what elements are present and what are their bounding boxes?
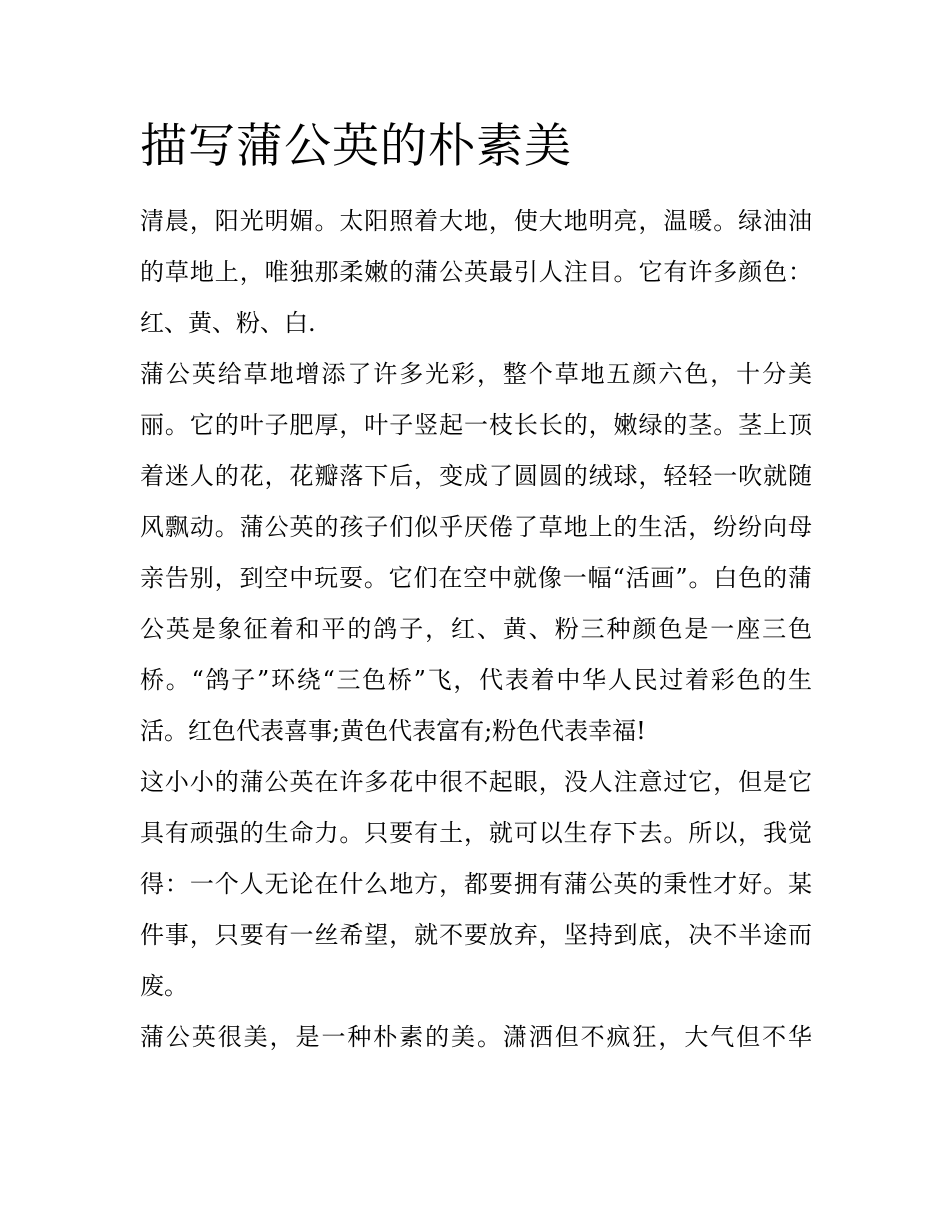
text-line: 的草地上，唯独那柔嫩的蒲公英最引人注目。它有许多颜色：	[140, 258, 812, 286]
text-line: 件事，只要有一丝希望，就不要放弃，坚持到底，决不半途而	[140, 921, 812, 949]
text-line: 蒲公英给草地增添了许多光彩，整个草地五颜六色，十分美	[140, 360, 812, 388]
text-line: 公英是象征着和平的鸽子，红、黄、粉三种颜色是一座三色	[140, 615, 812, 643]
paragraph-4	[140, 1012, 812, 1063]
text-line: 蒲公英很美，是一种朴素的美。潇洒但不疯狂，大气但不华	[140, 1023, 812, 1051]
text-line: 这小小的蒲公英在许多花中很不起眼，没人注意过它，但是它	[140, 768, 812, 796]
text-line: 活。红色代表喜事;黄色代表富有;粉色代表幸福!	[140, 717, 646, 745]
text-line: 废。	[140, 972, 188, 1000]
text-line: 清晨，阳光明媚。太阳照着大地，使大地明亮，温暖。绿油油	[140, 207, 812, 235]
paragraph-3	[140, 757, 812, 1012]
text-line: 得：一个人无论在什么地方，都要拥有蒲公英的秉性才好。某	[140, 870, 812, 898]
text-line: 风飘动。蒲公英的孩子们似乎厌倦了草地上的生活，纷纷向母	[140, 513, 812, 541]
text-line: 桥。“鸽子”环绕“三色桥”飞，代表着中华人民过着彩色的生	[140, 666, 812, 694]
text-line: 着迷人的花，花瓣落下后，变成了圆圆的绒球，轻轻一吹就随	[140, 462, 812, 490]
paragraph-1	[140, 196, 812, 349]
text-line: 红、黄、粉、白.	[140, 309, 316, 337]
paragraph-2	[140, 349, 812, 757]
text-line: 亲告别，到空中玩耍。它们在空中就像一幅“活画”。白色的蒲	[140, 564, 812, 592]
document-title: 描写蒲公英的朴素美	[140, 119, 572, 174]
document-body	[140, 196, 812, 1063]
text-line: 具有顽强的生命力。只要有土，就可以生存下去。所以，我觉	[140, 819, 812, 847]
document-page	[140, 0, 812, 1229]
text-line: 丽。它的叶子肥厚，叶子竖起一枝长长的，嫩绿的茎。茎上顶	[140, 411, 812, 439]
